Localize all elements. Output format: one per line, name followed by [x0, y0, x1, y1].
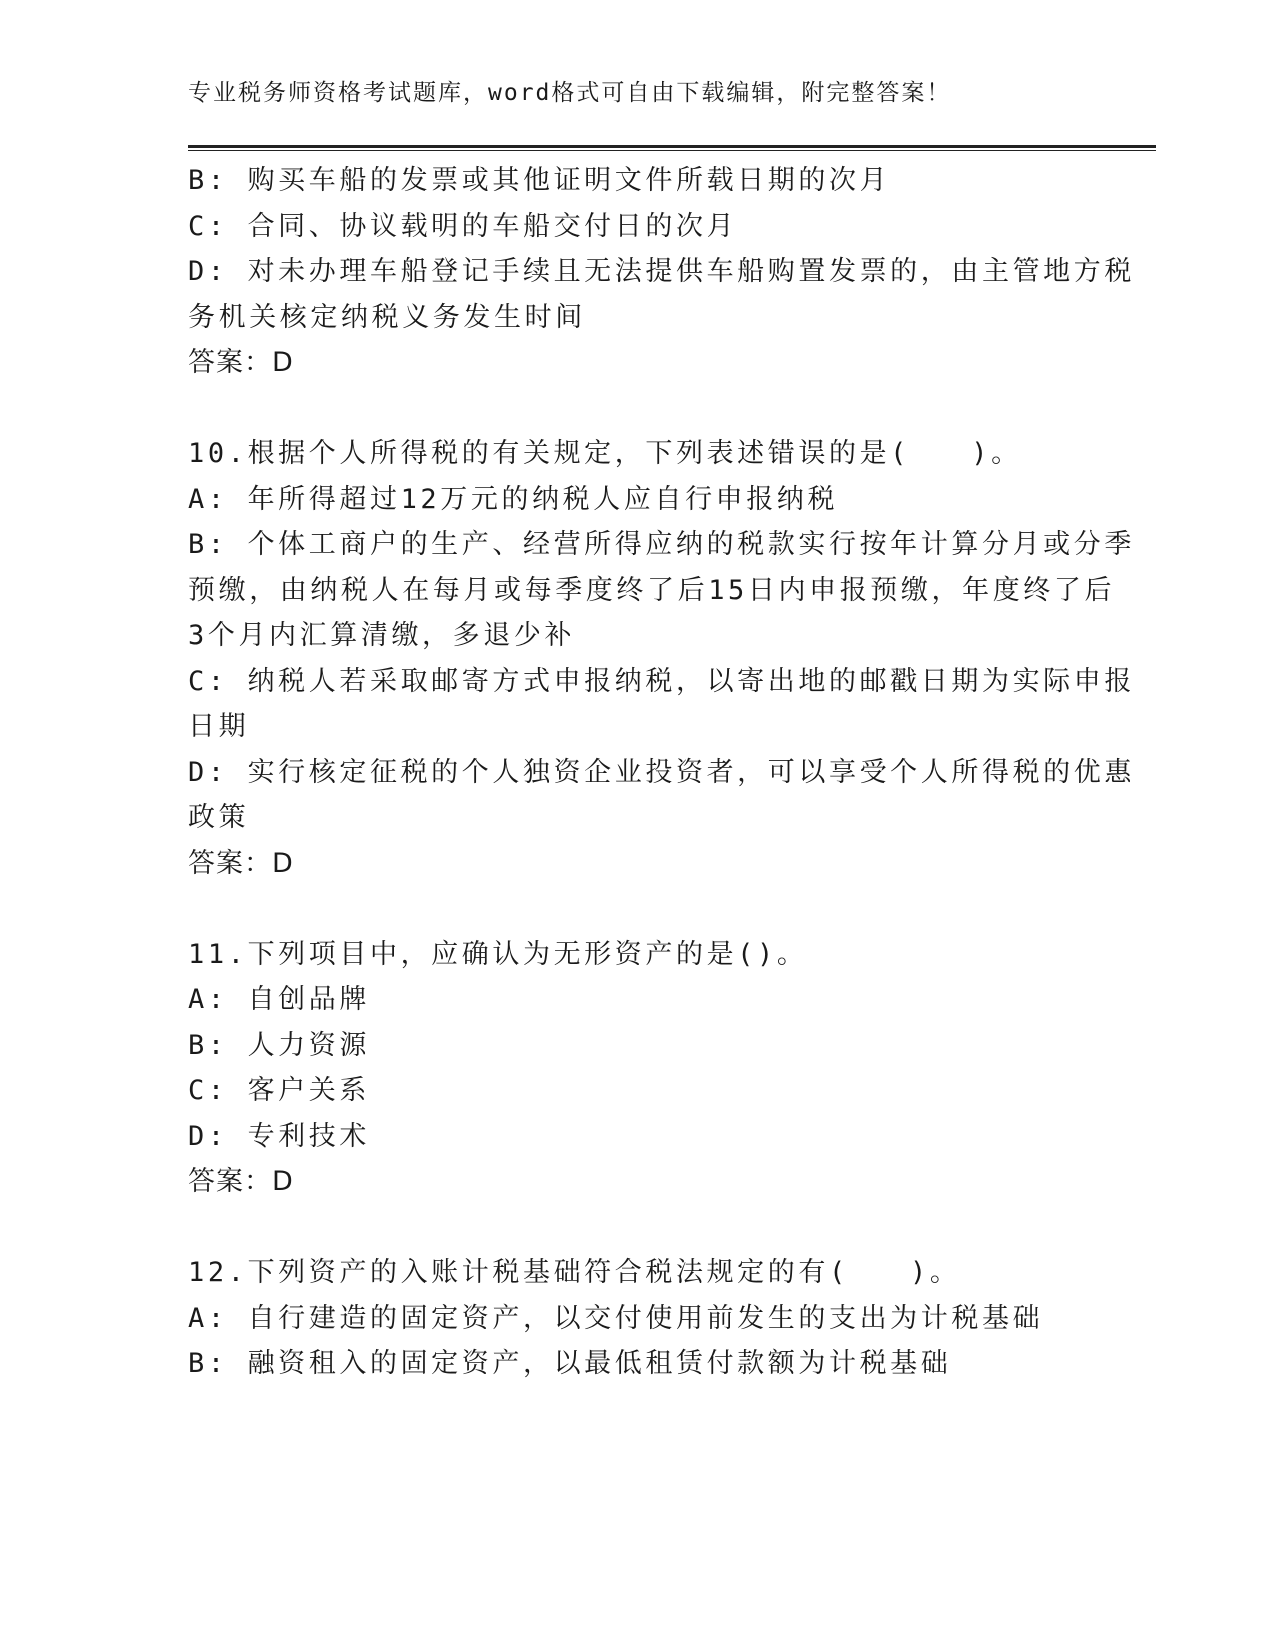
- question-text: 12.下列资产的入账计税基础符合税法规定的有( )。: [188, 1257, 961, 1288]
- spacer: [188, 886, 1088, 932]
- option-b: B: 购买车船的发票或其他证明文件所载日期的次月: [188, 165, 891, 196]
- option-b-continued: 3个月内汇算清缴，多退少补: [188, 620, 576, 651]
- option-d: D: 实行核定征税的个人独资企业投资者，可以享受个人所得税的优惠: [188, 756, 1135, 788]
- question-11: [188, 932, 1088, 1205]
- option-b-continued: 预缴，由纳税人在每月或每季度终了后15日内申报预缴，年度终了后: [188, 574, 1116, 606]
- question-12: [188, 1250, 1088, 1387]
- question-9: [188, 158, 1135, 386]
- question-10: [188, 431, 1135, 886]
- question-text: 11.下列项目中，应确认为无形资产的是()。: [188, 938, 808, 970]
- option-c: C: 合同、协议载明的车船交付日的次月: [188, 210, 738, 242]
- option-c: C: 纳税人若采取邮寄方式申报纳税，以寄出地的邮戳日期为实际申报: [188, 665, 1135, 697]
- answer: 答案：D: [188, 847, 294, 879]
- question-text: 10.根据个人所得税的有关规定，下列表述错误的是( )。: [188, 438, 1022, 469]
- option-a: A: 自创品牌: [188, 984, 370, 1015]
- option-d-continued: 务机关核定纳税义务发生时间: [188, 301, 586, 333]
- question-content: [188, 158, 1135, 1387]
- option-c-continued: 日期: [188, 711, 250, 742]
- header-rule-thin: [188, 150, 1156, 151]
- option-c: C: 客户关系: [188, 1075, 370, 1106]
- option-b: B: 融资租入的固定资产，以最低租赁付款额为计税基础: [188, 1348, 952, 1379]
- answer: 答案：D: [188, 347, 294, 378]
- header-rule-thick: [188, 145, 1156, 148]
- spacer: [188, 1205, 1088, 1251]
- option-d: D: 对未办理车船登记手续且无法提供车船购置发票的，由主管地方税: [188, 256, 1135, 287]
- spacer: [188, 386, 1088, 432]
- answer: 答案：D: [188, 1166, 294, 1197]
- option-b: B: 个体工商户的生产、经营所得应纳的税款实行按年计算分月或分季: [188, 529, 1135, 560]
- option-d-continued: 政策: [188, 802, 250, 833]
- page-header: 专业税务师资格考试题库，word格式可自由下载编辑，附完整答案！: [188, 80, 952, 106]
- option-a: A: 自行建造的固定资产，以交付使用前发生的支出为计税基础: [188, 1302, 1044, 1334]
- option-d: D: 专利技术: [188, 1120, 370, 1152]
- option-b: B: 人力资源: [188, 1029, 370, 1061]
- option-a: A: 年所得超过12万元的纳税人应自行申报纳税: [188, 483, 839, 515]
